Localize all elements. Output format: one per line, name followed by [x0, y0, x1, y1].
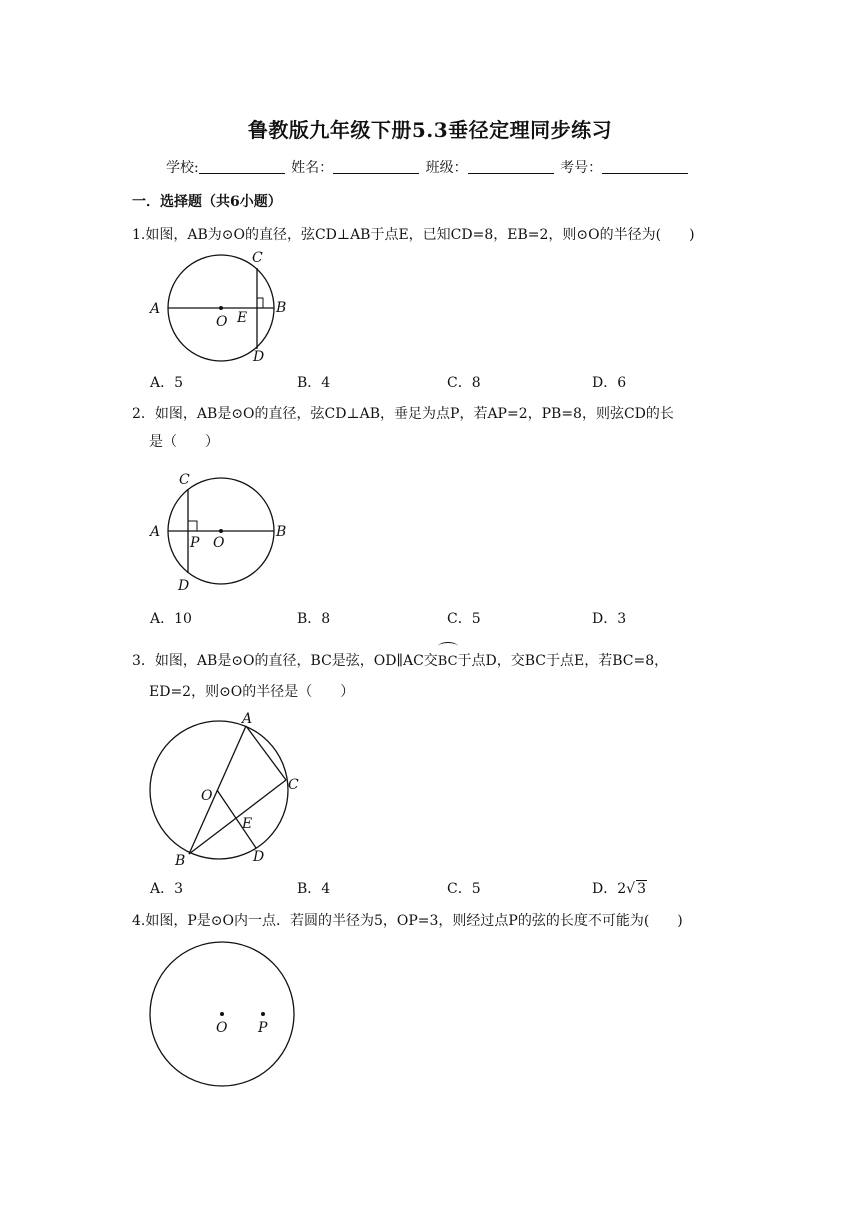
label-p: P [190, 535, 200, 551]
name-label: 姓名： [291, 160, 334, 176]
right-angle-mark [257, 298, 263, 308]
question-text-line1-b: 于点D，交BC于点E，若BC=8， [457, 653, 669, 669]
label-d: D [178, 578, 190, 594]
school-label: 学校: [166, 160, 199, 176]
option-d[interactable]: D．6 [592, 375, 627, 391]
label-e: E [237, 310, 248, 326]
point-o [220, 1012, 224, 1016]
exam-no-label: 考号： [560, 160, 603, 176]
figure-4 [140, 938, 310, 1098]
label-d: D [253, 349, 265, 365]
label-d: D [253, 849, 265, 865]
name-blank[interactable] [333, 159, 419, 174]
question-text-line2: ED=2，则⊙O的半径是（ ） [149, 684, 355, 700]
section-heading: 一．选择题（共6小题） [132, 194, 282, 210]
question-number: 3． [132, 653, 155, 669]
right-angle-mark [188, 521, 197, 531]
option-d[interactable]: D．2√ 3 [592, 881, 646, 897]
page-title: 鲁教版九年级下册5.3垂径定理同步练习 [247, 118, 613, 142]
school-blank[interactable] [199, 159, 285, 174]
option-c[interactable]: C．5 [447, 881, 481, 897]
option-b[interactable]: B．8 [297, 611, 331, 627]
label-b: B [175, 853, 186, 869]
class-label: 班级： [425, 160, 468, 176]
label-b: B [276, 300, 287, 316]
label-c: C [252, 250, 263, 266]
point-p [261, 1012, 265, 1016]
label-p: P [258, 1020, 268, 1036]
options-2 [150, 608, 750, 628]
circle-o [150, 721, 288, 859]
question-4 [132, 907, 683, 935]
option-a[interactable]: A．3 [150, 881, 184, 897]
option-d-prefix: D．2 [592, 881, 627, 897]
option-c[interactable]: C．5 [447, 611, 481, 627]
class-blank[interactable] [468, 159, 554, 174]
student-info-line [166, 157, 690, 177]
question-1 [132, 221, 695, 249]
question-number: 4. [132, 913, 146, 929]
label-a: A [150, 301, 161, 317]
option-a[interactable]: A．10 [150, 611, 192, 627]
question-text: 如图，P是⊙O内一点．若圆的半径为5，OP=3，则经过点P的弦的长度不可能为( ) [145, 913, 683, 929]
options-1 [150, 372, 750, 392]
center-point [219, 306, 223, 310]
figure-2 [140, 470, 300, 600]
sqrt-radicand: 3 [637, 881, 646, 897]
center-point [219, 529, 223, 533]
label-o: O [216, 1020, 228, 1036]
question-text-line1-a: 如图，AB是⊙O的直径，BC是弦，OD∥AC交 [154, 653, 438, 669]
question-number: 1. [132, 227, 146, 243]
figure-1 [140, 248, 300, 368]
label-a: A [150, 524, 161, 540]
label-c: C [179, 472, 190, 488]
option-b[interactable]: B．4 [297, 881, 331, 897]
arc-bc-symbol: BC [438, 646, 458, 676]
figure-3 [140, 712, 310, 872]
question-3 [132, 646, 668, 706]
chord-ac [246, 726, 286, 780]
question-text-line1: 如图，AB是⊙O的直径，弦CD⊥AB，垂足为点P，若AP=2，PB=8，则弦CD的长 [154, 406, 674, 422]
option-d[interactable]: D．3 [592, 611, 627, 627]
question-2 [132, 400, 674, 456]
exam-no-blank[interactable] [602, 159, 688, 174]
label-o: O [201, 788, 213, 804]
label-o: O [213, 535, 225, 551]
option-b[interactable]: B．4 [297, 375, 331, 391]
label-b: B [276, 524, 287, 540]
label-e: E [242, 816, 253, 832]
option-a[interactable]: A．5 [150, 375, 184, 391]
option-c[interactable]: C．8 [447, 375, 481, 391]
question-text: 如图，AB为⊙O的直径，弦CD⊥AB于点E，已知CD=8，EB=2，则⊙O的半径为( ) [145, 227, 695, 243]
label-a: A [242, 711, 253, 727]
question-number: 2． [132, 406, 155, 422]
label-o: O [216, 314, 228, 330]
label-c: C [288, 777, 299, 793]
question-text-line2: 是（ ） [149, 434, 219, 450]
options-3 [150, 878, 750, 898]
